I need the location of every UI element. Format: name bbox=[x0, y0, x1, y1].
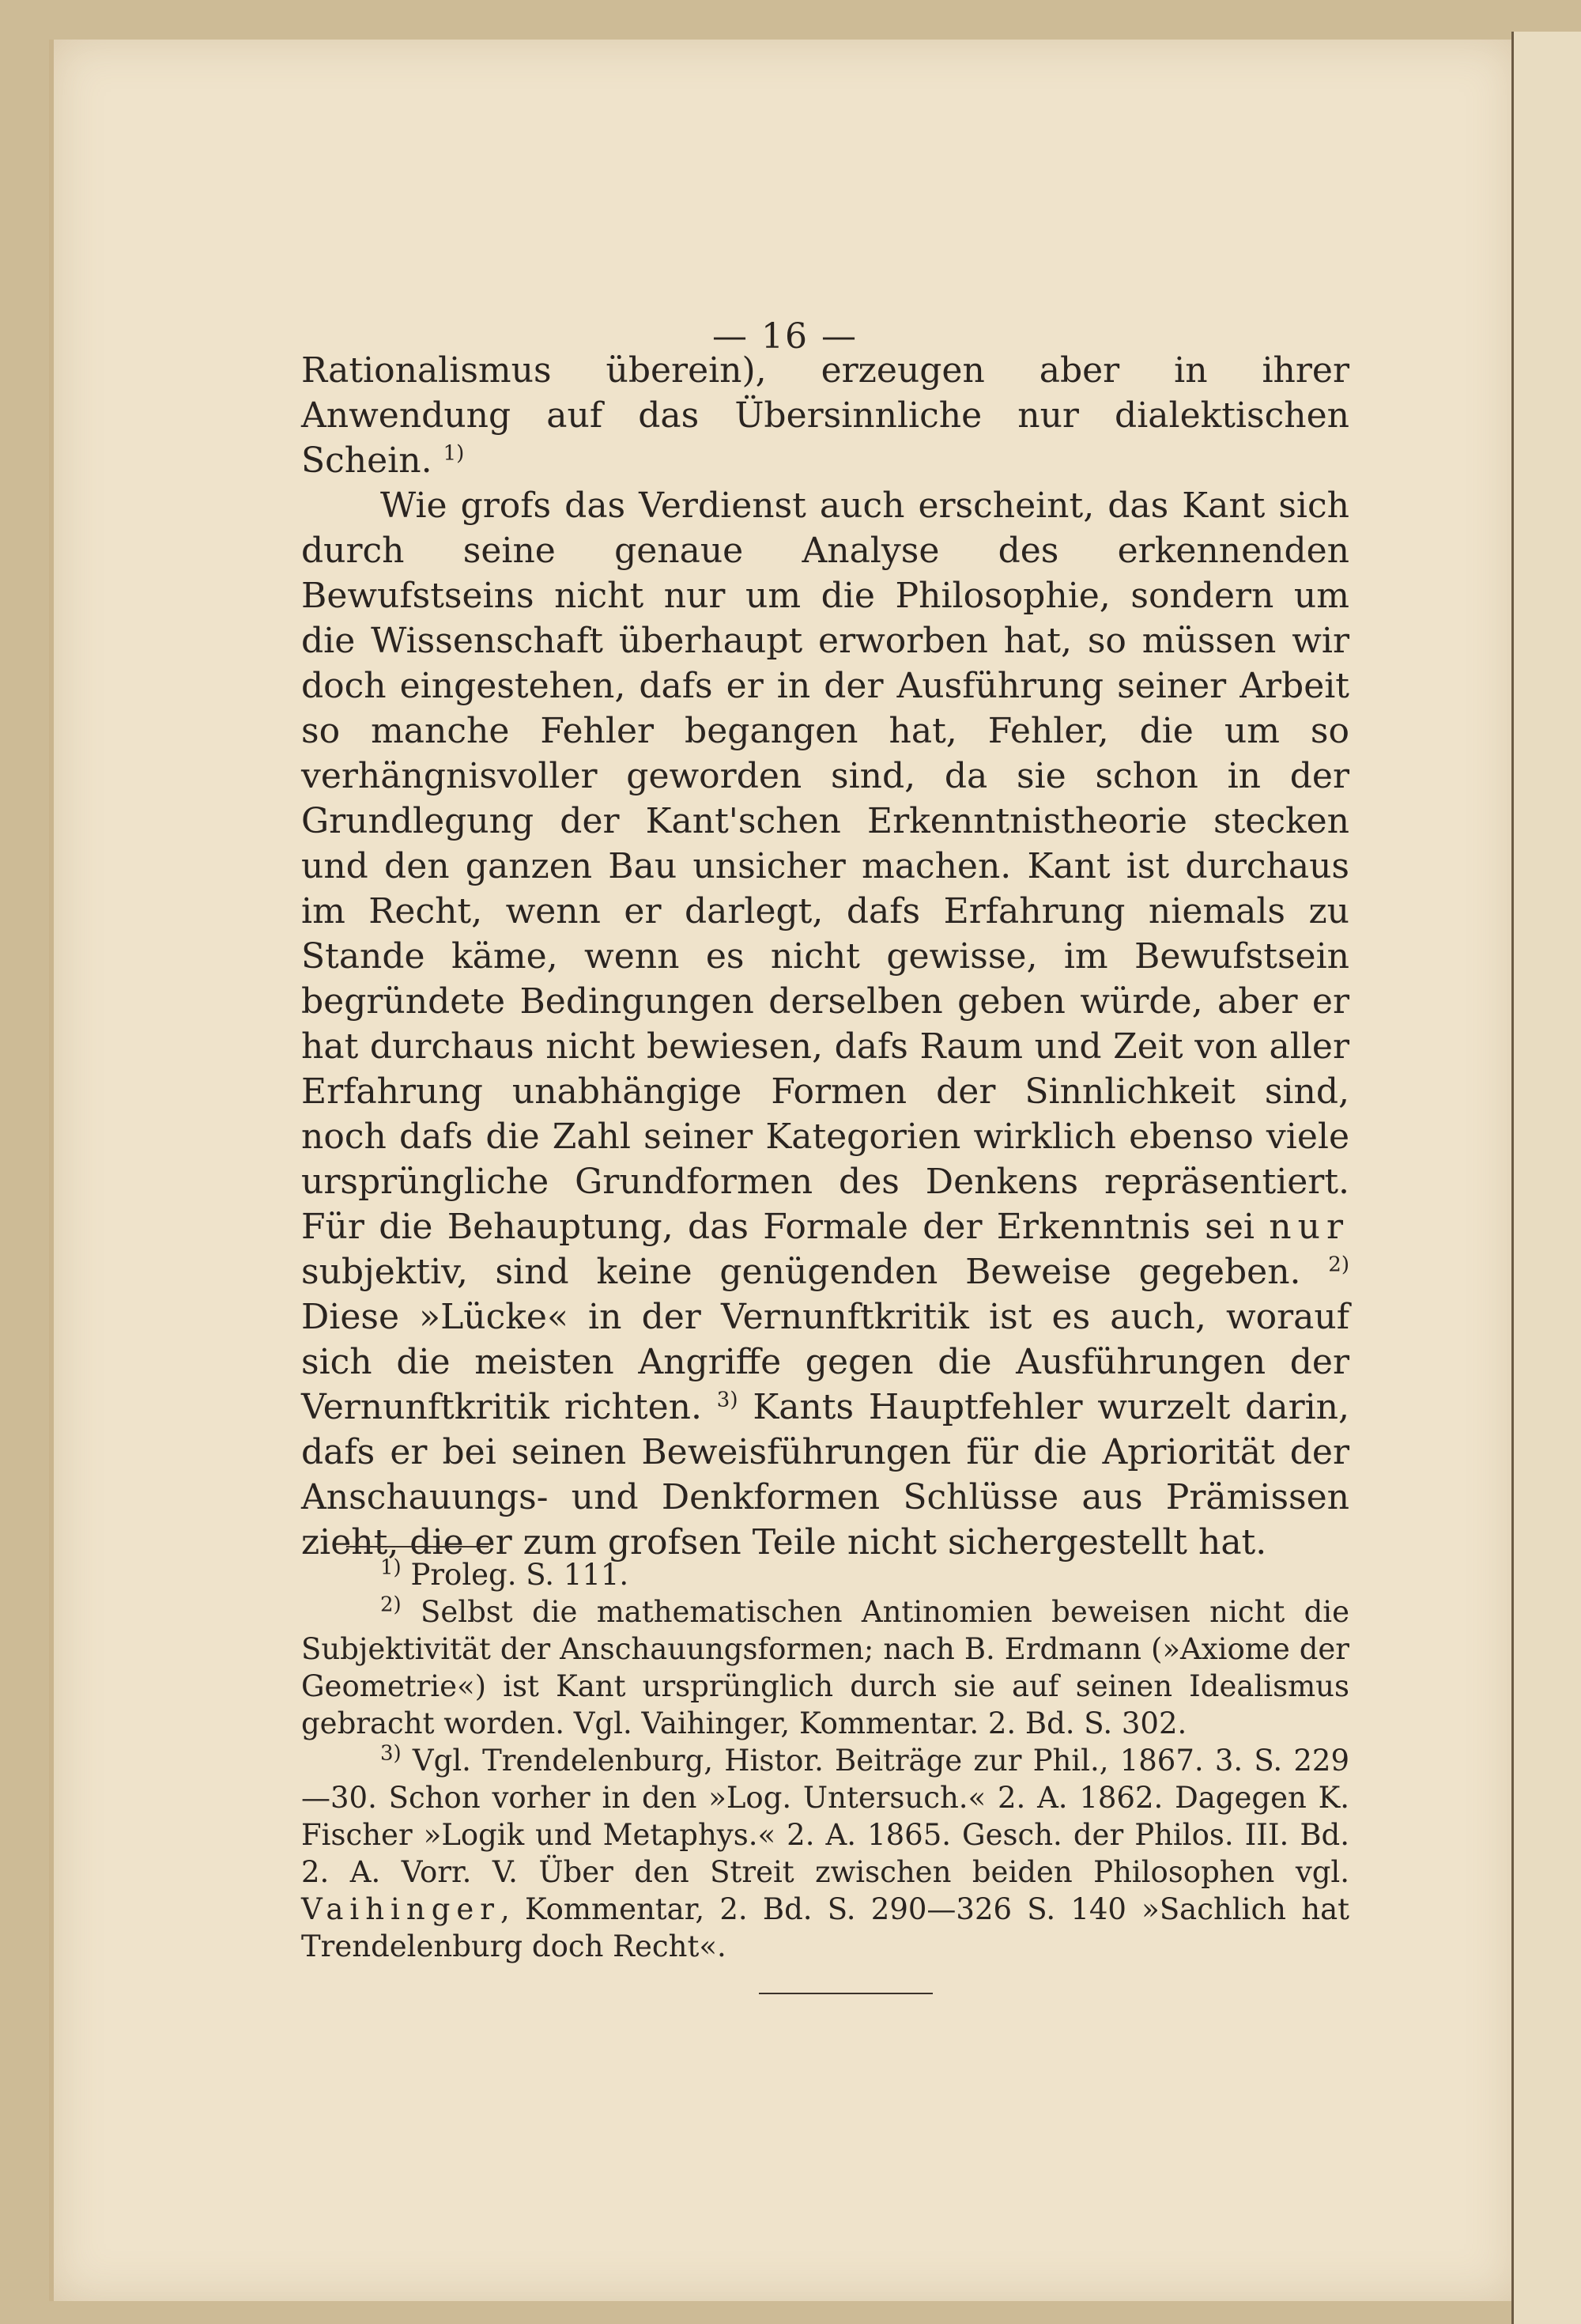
end-divider bbox=[759, 1993, 933, 1994]
footnote-3-marker: 3) bbox=[380, 1741, 402, 1766]
footnotes bbox=[301, 1556, 1349, 1965]
footnote-2 bbox=[301, 1593, 1349, 1742]
footnote-1-text: Proleg. S. 111. bbox=[410, 1558, 629, 1592]
paragraph-1-text: Rationalismus überein), erzeugen aber in ihrer Anwendung auf das Übersinnliche nur dialektischen Schein. bbox=[301, 350, 1349, 481]
footnote-3-text-part-2: , Kommentar, 2. Bd. S. 290—326 S. 140 »Sachlich hat Trendelenburg doch Recht«. bbox=[301, 1892, 1349, 1963]
paragraph-2-part-4: Kants Hauptfehler wurzelt darin, dafs er bei seinen Beweisführungen für die Apriorität der Anschauungs- und Denkformen Schlüsse aus Prämissen zieht, die er zum grofsen Teile nicht sichergestellt hat. bbox=[301, 1387, 1349, 1563]
paragraph-2-part-2: subjektiv, sind keine genügenden Beweise gegeben. bbox=[301, 1252, 1301, 1292]
footnote-3 bbox=[301, 1742, 1349, 1965]
paragraph-continuation bbox=[301, 348, 1349, 483]
footnote-3-text-part-1: Vgl. Trendelenburg, Histor. Beiträge zur Phil., 1867. 3. S. 229—30. Schon vorher in den »Log. Untersuch.« 2. A. 1862. Dagegen K. Fischer »Logik und Metaphys.« 2. A. 1865. Gesch. der Philos. III. Bd. 2. A. Vorr. V. Über den Streit zwischen beiden Philosophen vgl. bbox=[301, 1744, 1349, 1889]
footnote-2-number: 2 bbox=[380, 1593, 394, 1617]
footnote-ref-1: 1) bbox=[443, 441, 465, 466]
footnote-1 bbox=[301, 1556, 1349, 1593]
footnote-ref-1-number: 1 bbox=[443, 441, 457, 466]
footnote-ref-2-number: 2 bbox=[1328, 1253, 1341, 1277]
adjacent-page-edge bbox=[1511, 32, 1581, 2324]
footnote-ref-2: 2) bbox=[1328, 1253, 1349, 1277]
body-text bbox=[301, 348, 1349, 1565]
footnote-3-spaced-name: Vaihinger bbox=[301, 1892, 500, 1926]
paragraph-2-part-3: Diese »Lücke« in der Vernunftkritik ist es auch, worauf sich die meisten Angriffe gegen die Ausführungen der Vernunftkritik richten. bbox=[301, 1297, 1349, 1427]
paragraph-2-part-1: Wie grofs das Verdienst auch erscheint, das Kant sich durch seine genaue Analyse des erkennenden Bewufstseins nicht nur um die Philosophie, sondern um die Wissenschaft überhaupt erworben hat, so müssen wir doch eingestehen, dafs er in der Ausführung seiner Arbeit so manche Fehler begangen hat, Fehler, die um so verhängnisvoller geworden sind, da sie schon in der Grundlegung der Kant'schen Erkenntnistheorie stecken und den ganzen Bau unsicher machen. Kant ist durchaus im Recht, wenn er darlegt, dafs Erfahrung niemals zu Stande käme, wenn es nicht gewisse, im Bewufstsein begründete Bedingungen derselben geben würde, aber er hat durchaus nicht bewiesen, dafs Raum und Zeit von aller Erfahrung unabhängige Formen der Sinnlichkeit sind, noch dafs die Zahl seiner Kategorien wirklich ebenso viele ursprüngliche Grundformen des Denkens repräsentiert. Für die Behauptung, das Formale der Erkenntnis sei bbox=[301, 486, 1349, 1247]
page-number: — 16 — bbox=[712, 316, 858, 357]
paragraph-main bbox=[301, 483, 1349, 1565]
footnote-ref-3-number: 3 bbox=[716, 1388, 730, 1412]
footnote-2-marker: 2) bbox=[380, 1593, 402, 1617]
footnote-ref-3: 3) bbox=[716, 1388, 738, 1412]
footnote-1-marker: 1) bbox=[380, 1555, 402, 1580]
footnote-1-number: 1 bbox=[380, 1555, 394, 1580]
footnote-3-number: 3 bbox=[380, 1741, 394, 1766]
footnote-2-text: Selbst die mathematischen Antinomien beweisen nicht die Subjektivität der Anschauungsformen; nach B. Erdmann (»Axiome der Geometrie«) ist Kant ursprünglich durch sie auf seinen Idealismus gebracht worden. Vgl. Vaihinger, Kommentar. 2. Bd. S. 302. bbox=[301, 1595, 1350, 1740]
footnote-divider bbox=[346, 1546, 489, 1547]
emphasis-nur: nur bbox=[1269, 1207, 1349, 1247]
